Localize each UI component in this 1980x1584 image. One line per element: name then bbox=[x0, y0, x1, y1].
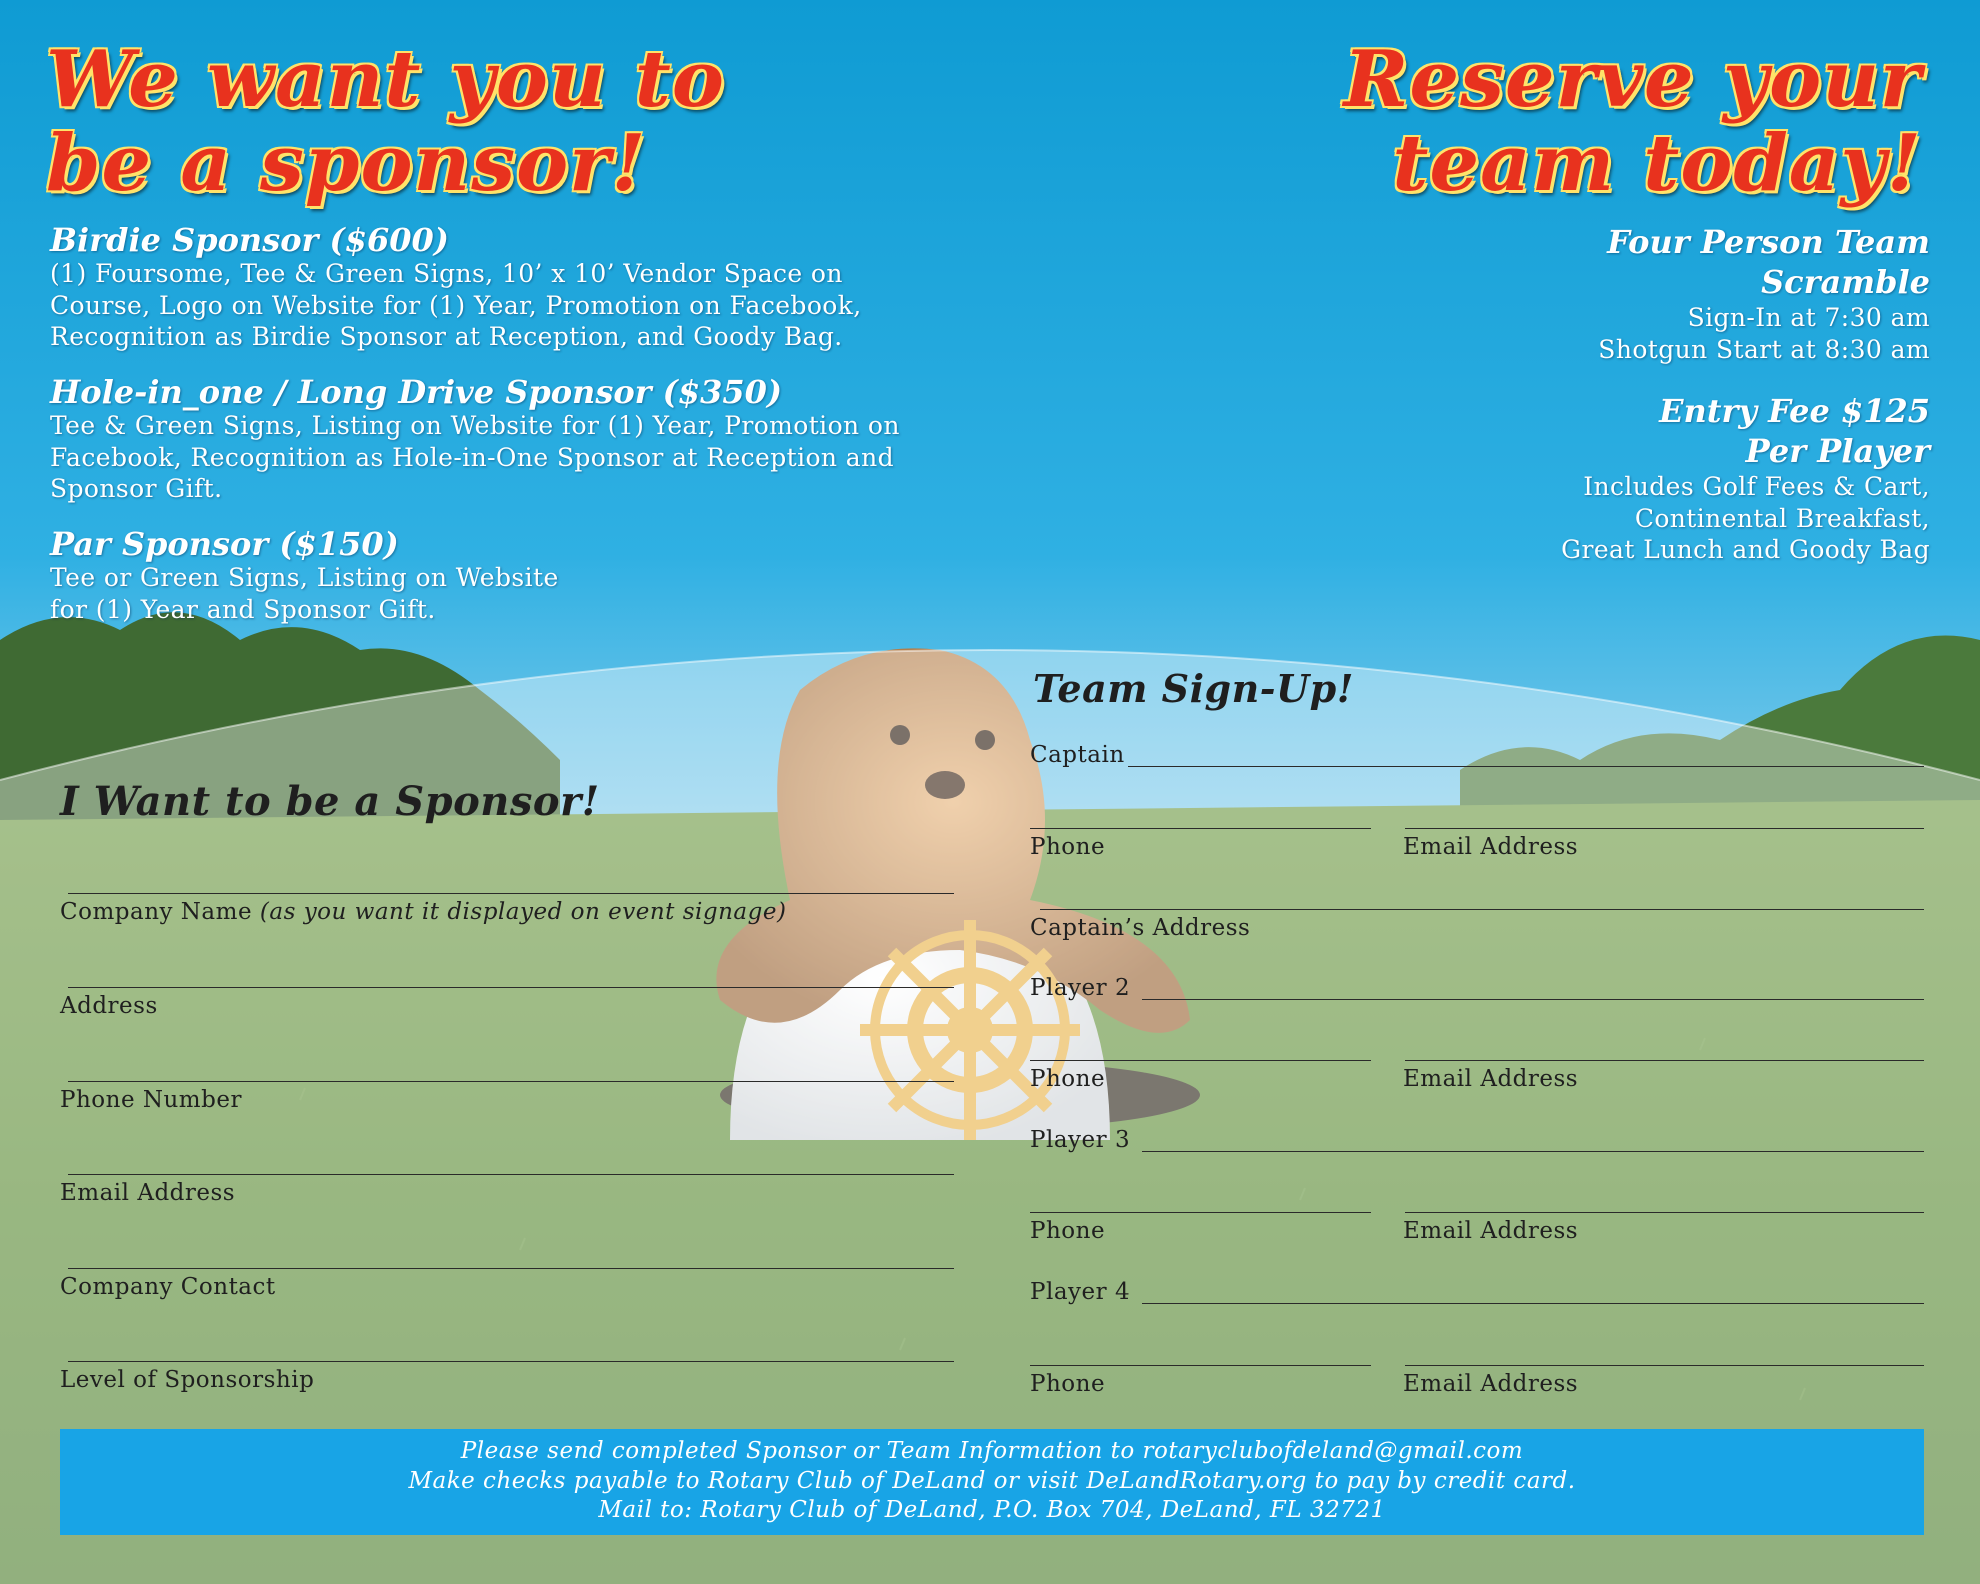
player-4-email-label: Email Address bbox=[1403, 1371, 1579, 1397]
sponsorship-level-label: Level of Sponsorship bbox=[60, 1367, 315, 1393]
player-3-label: Player 3 bbox=[1030, 1127, 1131, 1153]
team-headline-line-1: Reserve your bbox=[1343, 34, 1922, 125]
player-2-phone-label: Phone bbox=[1030, 1066, 1106, 1092]
sponsor-level-desc-line: Recognition as Birdie Sponsor at Reception, and Goody Bag. bbox=[50, 322, 843, 351]
team-time-line: Shotgun Start at 8:30 am bbox=[1598, 334, 1930, 364]
player-3-email-label: Email Address bbox=[1403, 1218, 1579, 1244]
captain-address-label: Captain’s Address bbox=[1030, 915, 1251, 941]
sponsor-level-title: Hole-in_one / Long Drive Sponsor ($350) bbox=[50, 373, 783, 411]
sponsor-level-desc-line: Tee & Green Signs, Listing on Website for (1) Year, Promotion on bbox=[50, 411, 900, 440]
player-4-field[interactable] bbox=[1142, 1303, 1924, 1304]
sponsor-form-title: I Want to be a Sponsor! bbox=[60, 778, 600, 825]
player-3-phone-field[interactable] bbox=[1030, 1212, 1371, 1213]
team-time-line: Sign-In at 7:30 am bbox=[1687, 303, 1930, 332]
address-field[interactable] bbox=[68, 987, 954, 988]
sponsor-headline-line-1: We want you to bbox=[46, 34, 725, 125]
sponsor-level-desc-line: Facebook, Recognition as Hole-in-One Sponsor at Reception and bbox=[50, 442, 894, 472]
player-4-phone-field[interactable] bbox=[1030, 1365, 1371, 1366]
player-2-email-field[interactable] bbox=[1405, 1060, 1924, 1061]
captain-email-field[interactable] bbox=[1405, 828, 1924, 829]
email-address-field[interactable] bbox=[68, 1174, 954, 1175]
sponsor-headline-line-2: be a sponsor! bbox=[46, 118, 647, 209]
address-label: Address bbox=[60, 993, 158, 1019]
sponsor-level-birdie bbox=[50, 222, 1010, 353]
company-name-field[interactable] bbox=[68, 893, 954, 894]
captain-field[interactable] bbox=[1128, 766, 1924, 767]
player-4-phone-label: Phone bbox=[1030, 1371, 1106, 1397]
sponsor-level-title: Birdie Sponsor ($600) bbox=[50, 221, 449, 259]
fee-includes-line: Continental Breakfast, bbox=[1634, 503, 1930, 533]
entry-fee-line: Entry Fee $125 bbox=[1659, 392, 1930, 430]
player-3-phone-label: Phone bbox=[1030, 1218, 1106, 1244]
sponsor-level-desc-line: (1) Foursome, Tee & Green Signs, 10’ x 10’ Vendor Space on bbox=[50, 259, 843, 288]
sponsor-level-title: Par Sponsor ($150) bbox=[50, 525, 399, 563]
phone-number-field[interactable] bbox=[68, 1081, 954, 1082]
sponsor-level-desc-line: Course, Logo on Website for (1) Year, Promotion on Facebook, bbox=[50, 290, 862, 320]
sponsor-level-desc-line: Tee or Green Signs, Listing on Website bbox=[50, 563, 559, 592]
sponsor-level-hole-in-one bbox=[50, 374, 1030, 505]
company-name-note: (as you want it displayed on event signage) bbox=[259, 899, 787, 925]
banner-mail-line: Mail to: Rotary Club of DeLand, P.O. Box 704, DeLand, FL 32721 bbox=[598, 1497, 1386, 1523]
captain-label: Captain bbox=[1030, 742, 1125, 768]
player-2-email-label: Email Address bbox=[1403, 1066, 1579, 1092]
captain-email-label: Email Address bbox=[1403, 834, 1579, 860]
team-form-title: Team Sign-Up! bbox=[1033, 666, 1354, 711]
banner-email-line: Please send completed Sponsor or Team Information to rotaryclubofdeland@gmail.com bbox=[460, 1438, 1524, 1464]
player-4-email-field[interactable] bbox=[1405, 1365, 1924, 1366]
sponsor-level-par bbox=[50, 526, 750, 625]
banner-checks-line: Make checks payable to Rotary Club of DeLand or visit DeLandRotary.org to pay by credit card. bbox=[408, 1467, 1576, 1494]
email-address-label: Email Address bbox=[60, 1180, 236, 1206]
team-info bbox=[1230, 222, 1930, 566]
player-2-label: Player 2 bbox=[1030, 975, 1131, 1001]
team-headline bbox=[1102, 34, 1922, 209]
team-headline-line-2: team today! bbox=[1392, 118, 1922, 209]
sponsorship-level-field[interactable] bbox=[68, 1361, 954, 1362]
phone-number-label: Phone Number bbox=[60, 1087, 242, 1113]
team-format-line: Four Person Team bbox=[1607, 223, 1930, 261]
player-3-email-field[interactable] bbox=[1405, 1212, 1924, 1213]
sponsor-level-desc-line: Sponsor Gift. bbox=[50, 474, 223, 503]
player-4-label: Player 4 bbox=[1030, 1279, 1131, 1305]
sponsor-level-desc-line: for (1) Year and Sponsor Gift. bbox=[50, 594, 436, 624]
player-2-phone-field[interactable] bbox=[1030, 1060, 1371, 1061]
company-contact-label: Company Contact bbox=[60, 1274, 276, 1300]
fee-includes-line: Includes Golf Fees & Cart, bbox=[1583, 472, 1930, 501]
entry-fee-line: Per Player bbox=[1745, 432, 1930, 470]
fee-includes-line: Great Lunch and Goody Bag bbox=[1561, 535, 1930, 564]
company-contact-field[interactable] bbox=[68, 1268, 954, 1269]
captain-phone-label: Phone bbox=[1030, 834, 1106, 860]
captain-phone-field[interactable] bbox=[1030, 828, 1371, 829]
captain-address-field[interactable] bbox=[1040, 909, 1924, 910]
team-format-line: Scramble bbox=[1761, 263, 1930, 301]
sponsor-headline bbox=[46, 34, 866, 209]
company-name-label-text: Company Name bbox=[60, 899, 253, 925]
contact-banner bbox=[60, 1429, 1924, 1535]
player-2-field[interactable] bbox=[1142, 999, 1924, 1000]
player-3-field[interactable] bbox=[1142, 1151, 1924, 1152]
company-name-label bbox=[60, 899, 786, 925]
